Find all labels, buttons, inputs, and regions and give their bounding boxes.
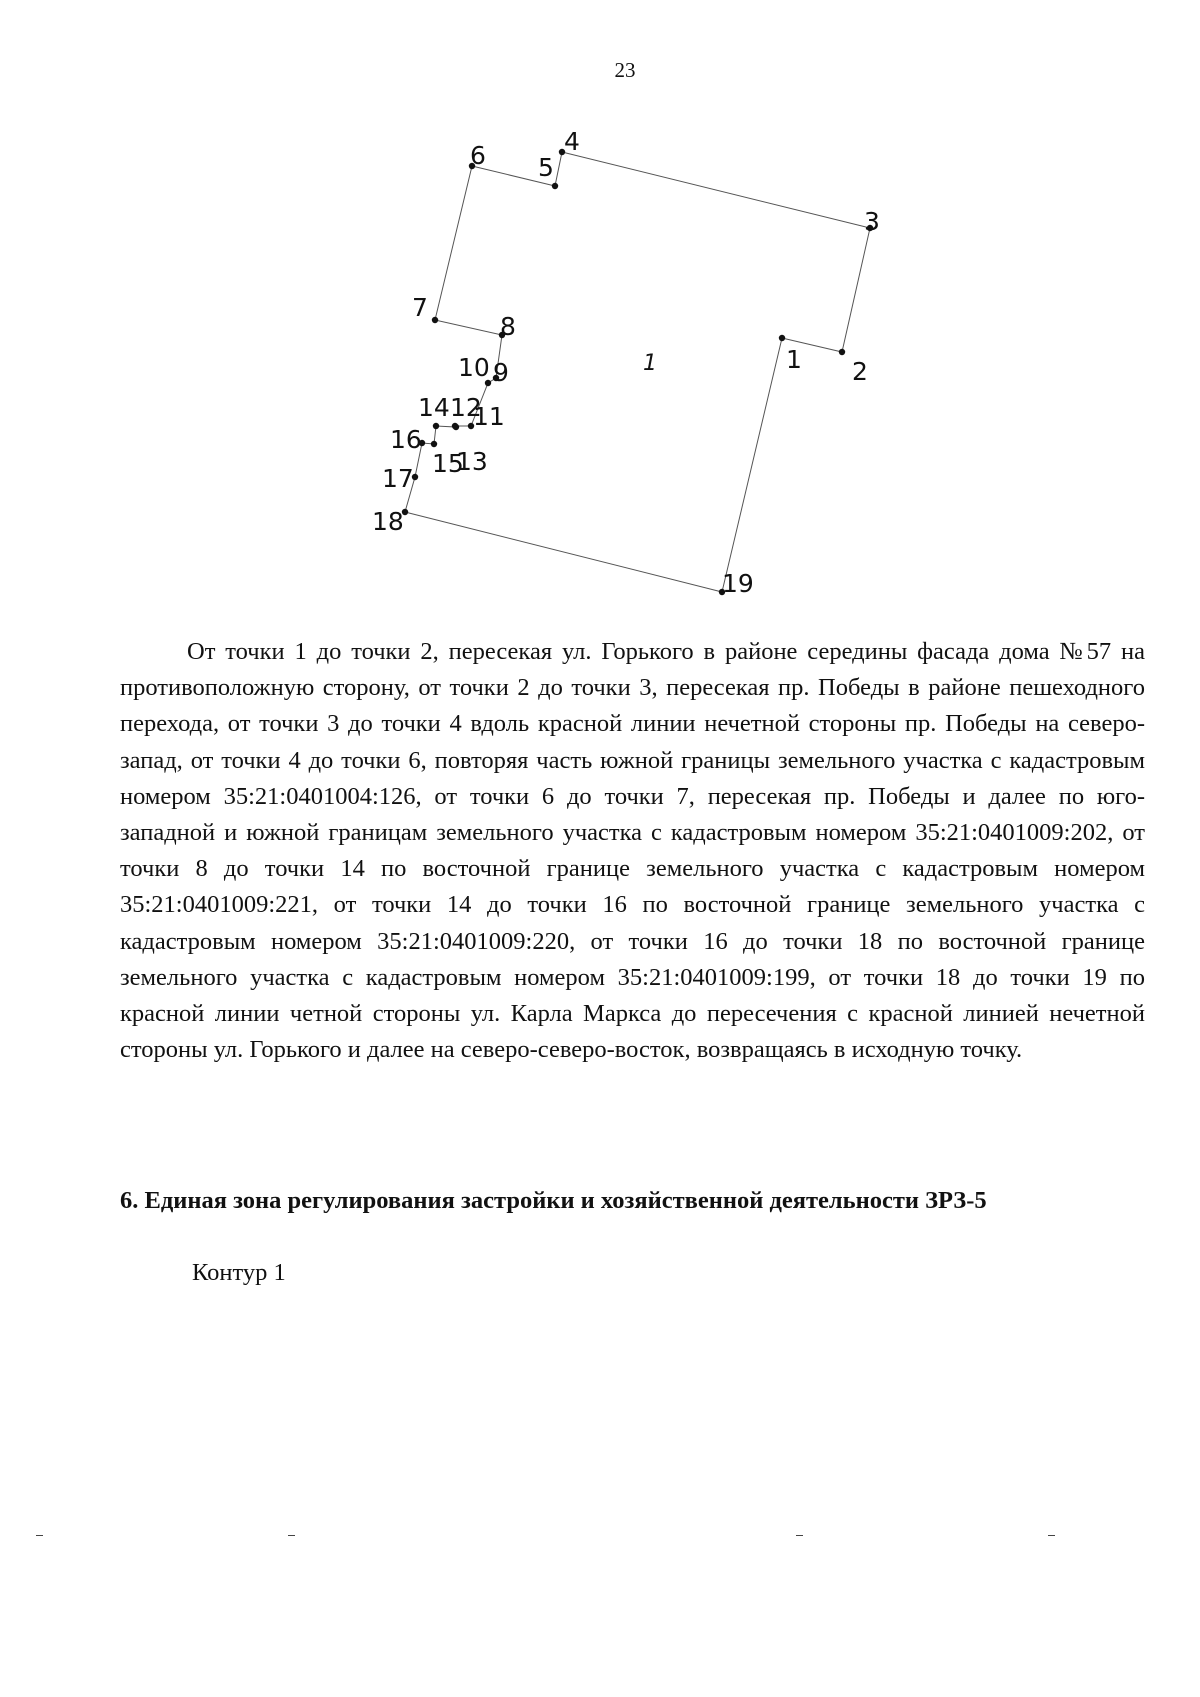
boundary-point-14 [433,423,439,429]
point-label-10: 10 [458,353,490,382]
section-title: 6. Единая зона регулирования застройки и хозяйственной деятельности ЗРЗ-5 [120,1187,987,1214]
boundary-point-5 [552,183,558,189]
scan-mark [36,1535,43,1536]
boundary-points [372,127,880,598]
point-label-12: 12 [450,393,482,422]
boundary-point-7 [432,317,438,323]
boundary-point-13 [453,424,459,430]
scan-mark [288,1535,295,1536]
point-label-3: 3 [864,207,880,236]
boundary-point-1 [779,335,785,341]
boundary-point-2 [839,349,845,355]
boundary-point-15 [431,441,437,447]
contour-title: Контур 1 [192,1259,286,1286]
scan-mark [1048,1535,1055,1536]
point-label-11: 11 [473,402,505,431]
point-label-2: 2 [852,357,868,386]
point-label-16: 16 [390,425,422,454]
point-label-9: 9 [493,358,509,387]
point-label-1: 1 [786,345,802,374]
contour-number-label: 1 [643,351,657,376]
point-label-8: 8 [500,312,516,341]
boundary-description: От точки 1 до точки 2, пересекая ул. Горького в районе середины фасада дома №57 на противоположную сторону, от точки 2 до точки 3, пересекая пр. Победы в районе пешеходного перехода, от точки 3 до точки 4 вдоль красной линии нечетной стороны пр. Победы на северо-запад, от точки 4 до точки 6, повторяя часть южной границы земельного участка с кадастровым номером 35:21:0401004:126, от точки 6 до точки 7, пересекая пр. Победы и далее по юго-западной и южной границам земельного участка с кадастровым номером 35:21:0401009:202, от точки 8 до точки 14 по восточной границе земельного участка с кадастровым номером 35:21:0401009:221, от точки 14 до точки 16 по восточной границе земельного участка с кадастровым номером 35:21:0401009:220, от точки 16 до точки 18 по восточной границе земельного участка с кадастровым номером 35:21:0401009:199, от точки 18 до точки 19 по красной линии четной стороны ул. Карла Маркса до пересечения с красной линией нечетной стороны ул. Горького и далее на северо-северо-восток, возвращаясь в исходную точку. [120,638,1145,1064]
point-label-15: 15 [432,449,464,478]
point-label-4: 4 [564,127,580,156]
point-label-13: 13 [456,447,488,476]
page-number: 23 [614,58,636,82]
point-label-19: 19 [722,569,754,598]
point-label-5: 5 [538,153,554,182]
scan-mark [796,1535,803,1536]
point-label-18: 18 [372,507,404,536]
point-label-17: 17 [382,464,414,493]
boundary-scheme [0,0,1200,620]
point-label-7: 7 [412,293,428,322]
point-label-14: 14 [418,393,450,422]
point-label-6: 6 [470,141,486,170]
